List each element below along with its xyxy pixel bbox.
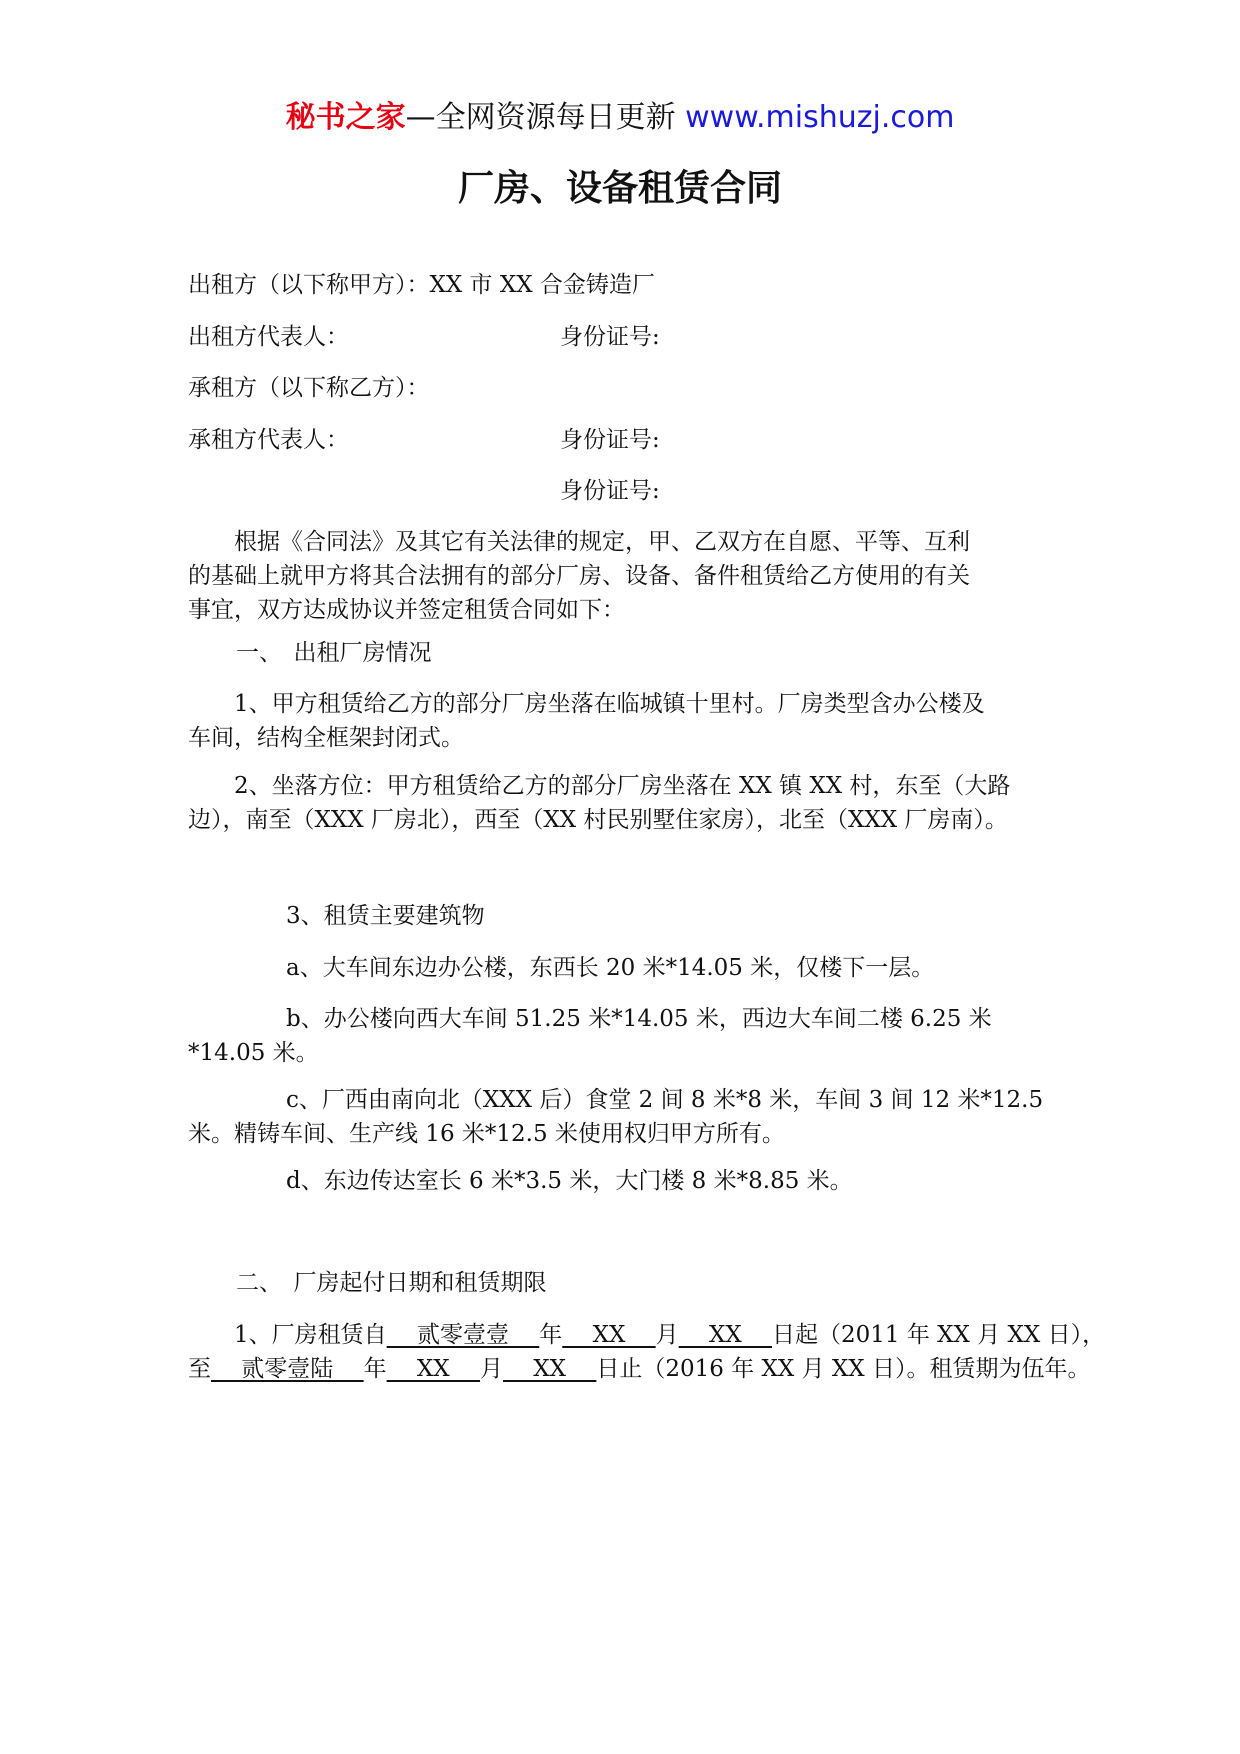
- lessor-rep-id: 身份证号:: [560, 324, 660, 350]
- month-label: 月: [655, 1322, 679, 1348]
- end-day-field: XX: [503, 1356, 597, 1382]
- site-slogan: —全网资源每日更新: [405, 100, 676, 135]
- lease-term-line-1: [188, 1318, 1105, 1352]
- paragraph-line: 2、坐落方位：甲方租赁给乙方的部分厂房坐落在 XX 镇 XX 村，东至（大路: [188, 773, 1011, 799]
- lessee-line: 承租方（以下称乙方）：: [188, 375, 430, 401]
- section1-item2: [188, 769, 1068, 837]
- document-title: 厂房、设备租赁合同: [457, 168, 782, 209]
- site-url-link[interactable]: www.mishuzj.com: [685, 100, 955, 135]
- month-label: 月: [480, 1356, 503, 1382]
- year-label: 年: [363, 1356, 387, 1382]
- end-year-field: 贰零壹陆: [211, 1356, 364, 1382]
- paragraph-line: *14.05 米。: [188, 1040, 319, 1066]
- paragraph-line: c、厂西由南向北（XXX 后）食堂 2 间 8 米*8 米，车间 3 间 12 米*12.5: [286, 1087, 1044, 1113]
- paragraph-line: 1、甲方租赁给乙方的部分厂房坐落在临城镇十里村。厂房类型含办公楼及: [188, 691, 985, 717]
- preamble-line: 根据《合同法》及其它有关法律的规定，甲、乙双方在自愿、平等、互利: [188, 529, 970, 555]
- section1-item3-heading: 3、租赁主要建筑物: [286, 903, 485, 929]
- brand-name: 秘书之家: [285, 100, 406, 135]
- section1-item1: [188, 687, 1068, 755]
- lease-term-text: 日起（2011 年 XX 月 XX 日），: [772, 1322, 1106, 1348]
- section1-heading: 一、 出租厂房情况: [236, 640, 432, 666]
- lease-term-text: 日止（2016 年 XX 月 XX 日）。租赁期为伍年。: [596, 1356, 1091, 1382]
- extra-id-line: 身份证号:: [560, 478, 660, 504]
- section1-item3-d: d、东边传达室长 6 米*3.5 米，大门楼 8 米*8.85 米。: [286, 1168, 853, 1194]
- preamble-paragraph: [188, 525, 1068, 627]
- year-label: 年: [539, 1322, 563, 1348]
- site-header: [0, 98, 1240, 138]
- section1-item3-b: [188, 1002, 1068, 1070]
- lease-term-line-2: [188, 1352, 1090, 1386]
- end-month-field: XX: [386, 1356, 480, 1382]
- preamble-line: 事宜，双方达成协议并签定租赁合同如下：: [188, 597, 625, 623]
- paragraph-line: 边），南至（XXX 厂房北），西至（XX 村民别墅住家房），北至（XXX 厂房南）。: [188, 807, 1008, 833]
- paragraph-line: b、办公楼向西大车间 51.25 米*14.05 米，西边大车间二楼 6.25 米: [286, 1006, 992, 1032]
- paragraph-line: 车间，结构全框架封闭式。: [188, 725, 464, 751]
- lease-term-text: 至: [188, 1356, 211, 1382]
- section1-item3-a: a、大车间东边办公楼，东西长 20 米*14.05 米，仅楼下一层。: [286, 955, 935, 981]
- section1-item3-c: [188, 1083, 1068, 1151]
- lessee-rep-line: 承租方代表人：: [188, 427, 349, 453]
- lessor-rep-line: 出租方代表人：: [188, 324, 349, 350]
- preamble-line: 的基础上就甲方将其合法拥有的部分厂房、设备、备件租赁给乙方使用的有关: [188, 563, 970, 589]
- lease-term-text: 1、厂房租赁自: [188, 1322, 387, 1348]
- start-year-field: 贰零壹壹: [386, 1322, 540, 1348]
- start-day-field: XX: [678, 1322, 773, 1348]
- lessee-rep-id: 身份证号:: [560, 427, 660, 453]
- lessor-line: 出租方（以下称甲方）：XX 市 XX 合金铸造厂: [188, 272, 655, 298]
- section2-heading: 二、 厂房起付日期和租赁期限: [236, 1270, 547, 1296]
- start-month-field: XX: [562, 1322, 656, 1348]
- paragraph-line: 米。精铸车间、生产线 16 米*12.5 米使用权归甲方所有。: [188, 1121, 785, 1147]
